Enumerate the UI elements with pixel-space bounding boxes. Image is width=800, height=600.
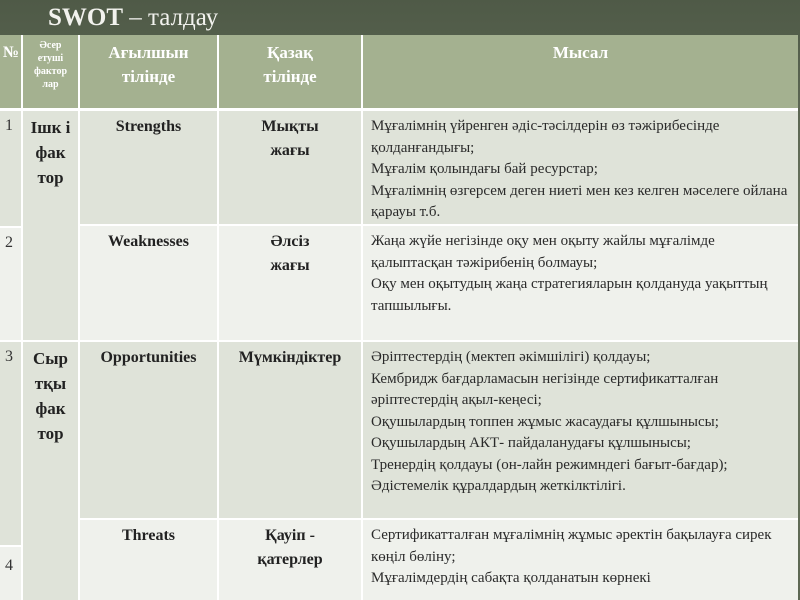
kazakh-term: Мүмкіндіктер [219, 342, 361, 518]
kazakh-term: Әлсіз жағы [219, 226, 361, 340]
swot-table [0, 35, 798, 600]
example-cell: Мұғалімнің үйренген әдіс-тәсілдерін өз тәжірибесінде қолданғандығы; Мұғалім қолындағы бай ресурстар; Мұғалімнің өзгерсем деген ниеті мен кез келген мәселеге ойлана қарауы т.б. [363, 111, 798, 224]
slide-title: SWOT – талдау [48, 4, 219, 31]
kazakh-term: Қауіп - қатерлер [219, 520, 361, 600]
row-number: 3 [0, 342, 21, 545]
header-example: Мысал [363, 35, 798, 108]
example-cell: Сертификатталған мұғалімнің жұмыс әректін бақылауға сирек көңіл бөліну; Мұғалімдердің сабақта қолданатын көрнекі [363, 520, 798, 600]
english-term: Weaknesses [80, 226, 217, 340]
english-term: Threats [80, 520, 217, 600]
row-number: 4 [0, 547, 21, 600]
header-kazakh: Қазақ тілінде [219, 35, 361, 108]
header-number: № [0, 35, 21, 108]
factor-group-external: Сыр тқы фак тор [23, 342, 78, 600]
row-number: 2 [0, 228, 21, 340]
example-cell: Әріптестердің (мектеп әкімшілігі) қолдауы; Кембридж бағдарламасын негізінде сертификатталған әріптестердің ақыл-кеңесі; Оқушылардың топпен жұмыс жасаудағы құлшынысы; Оқушылардың АКТ- пайдаланудағы құлшынысы; Тренердің қолдауы (он-лайн режимндегі бағыт-бағдар); Әдістемелік құралдардың жеткілктілігі. [363, 342, 798, 518]
factor-group-internal: Ішк і фак тор [23, 111, 78, 340]
kazakh-term: Мықты жағы [219, 111, 361, 224]
example-cell: Жаңа жүйе негізінде оқу мен оқыту жайлы мұғалімде қалыптасқан тәжірибенің болмауы; Оқу мен оқытудың жаңа стратегияларын қолдануда уақыттың тапшылығы. [363, 226, 798, 340]
header-factors: Әсер етуші фактор лар [23, 35, 78, 108]
english-term: Opportunities [80, 342, 217, 518]
english-term: Strengths [80, 111, 217, 224]
header-english: Ағылшын тілінде [80, 35, 217, 108]
row-number: 1 [0, 111, 21, 226]
